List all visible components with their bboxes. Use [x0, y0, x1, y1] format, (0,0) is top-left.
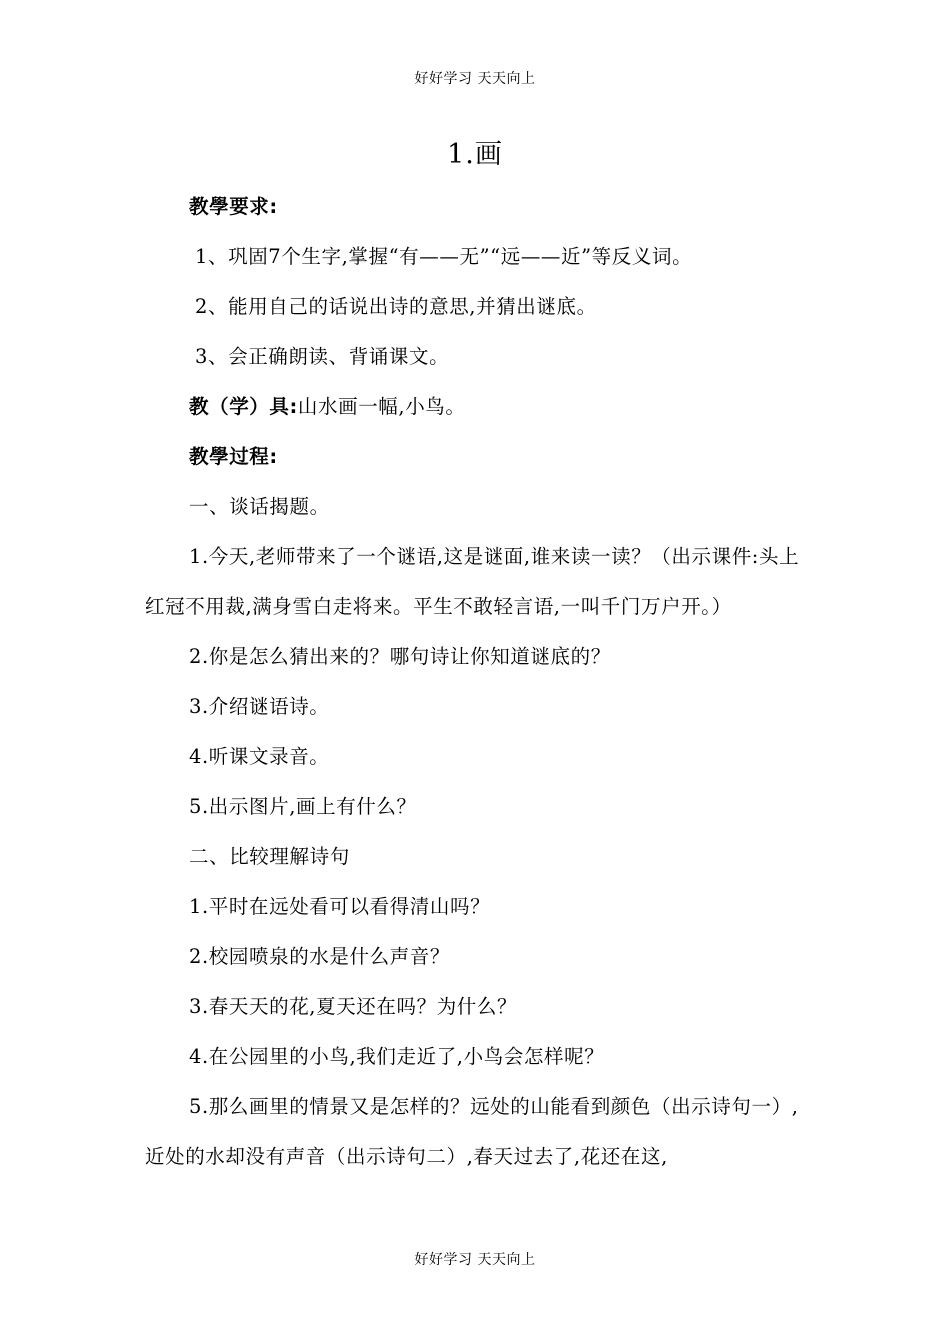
process-heading: 教學过程:: [189, 445, 278, 468]
requirement-item: 3、会正确朗读、背诵课文。: [195, 345, 450, 368]
requirement-item: 1、巩固7个生字,掌握“有——无”“远——近”等反义词。: [195, 245, 693, 268]
lesson-title: 1.画: [447, 139, 503, 170]
process-item: 1.平时在远处看可以看得清山吗？: [189, 895, 491, 918]
section-title: 二、比较理解诗句: [189, 845, 350, 868]
page-footer: 好好学习 天天向上: [414, 1252, 536, 1268]
process-item: 2.你是怎么猜出来的？哪句诗让你知道谜底的？: [189, 645, 611, 668]
process-item: 5.那么画里的情景又是怎样的？远处的山能看到颜色（出示诗句一）,近处的水却没有声音（出示诗句二）,春天过去了,花还在这,: [145, 1095, 799, 1168]
requirement-item: 2、能用自己的话说出诗的意思,并猜出谜底。: [195, 295, 597, 318]
requirements-heading: 教學要求:: [189, 195, 278, 218]
process-item: 5.出示图片,画上有什么？: [189, 795, 417, 818]
section-title: 一、谈话揭题。: [189, 495, 330, 518]
tools-line: [145, 382, 817, 432]
tools-text: 山水画一幅,小鸟。: [297, 395, 466, 418]
process-item: 4.在公园里的小鸟,我们走近了,小鸟会怎样呢？: [189, 1045, 605, 1068]
tools-label: 教（学）具:: [189, 395, 298, 418]
lesson-body: [145, 182, 817, 1182]
process-item: 1.今天,老师带来了一个谜语,这是谜面,谁来读一读？（出示课件:头上红冠不用裁,满身雪白走将来。平生不敢轻言语,一叫千门万户开。）: [145, 545, 800, 618]
process-item: 4.听课文录音。: [189, 745, 330, 768]
process-item: 3.春天天的花,夏天还在吗？为什么？: [189, 995, 518, 1018]
process-item: 3.介绍谜语诗。: [189, 695, 330, 718]
process-item: 2.校园喷泉的水是什么声音？: [189, 945, 451, 968]
page-header: 好好学习 天天向上: [414, 71, 536, 87]
